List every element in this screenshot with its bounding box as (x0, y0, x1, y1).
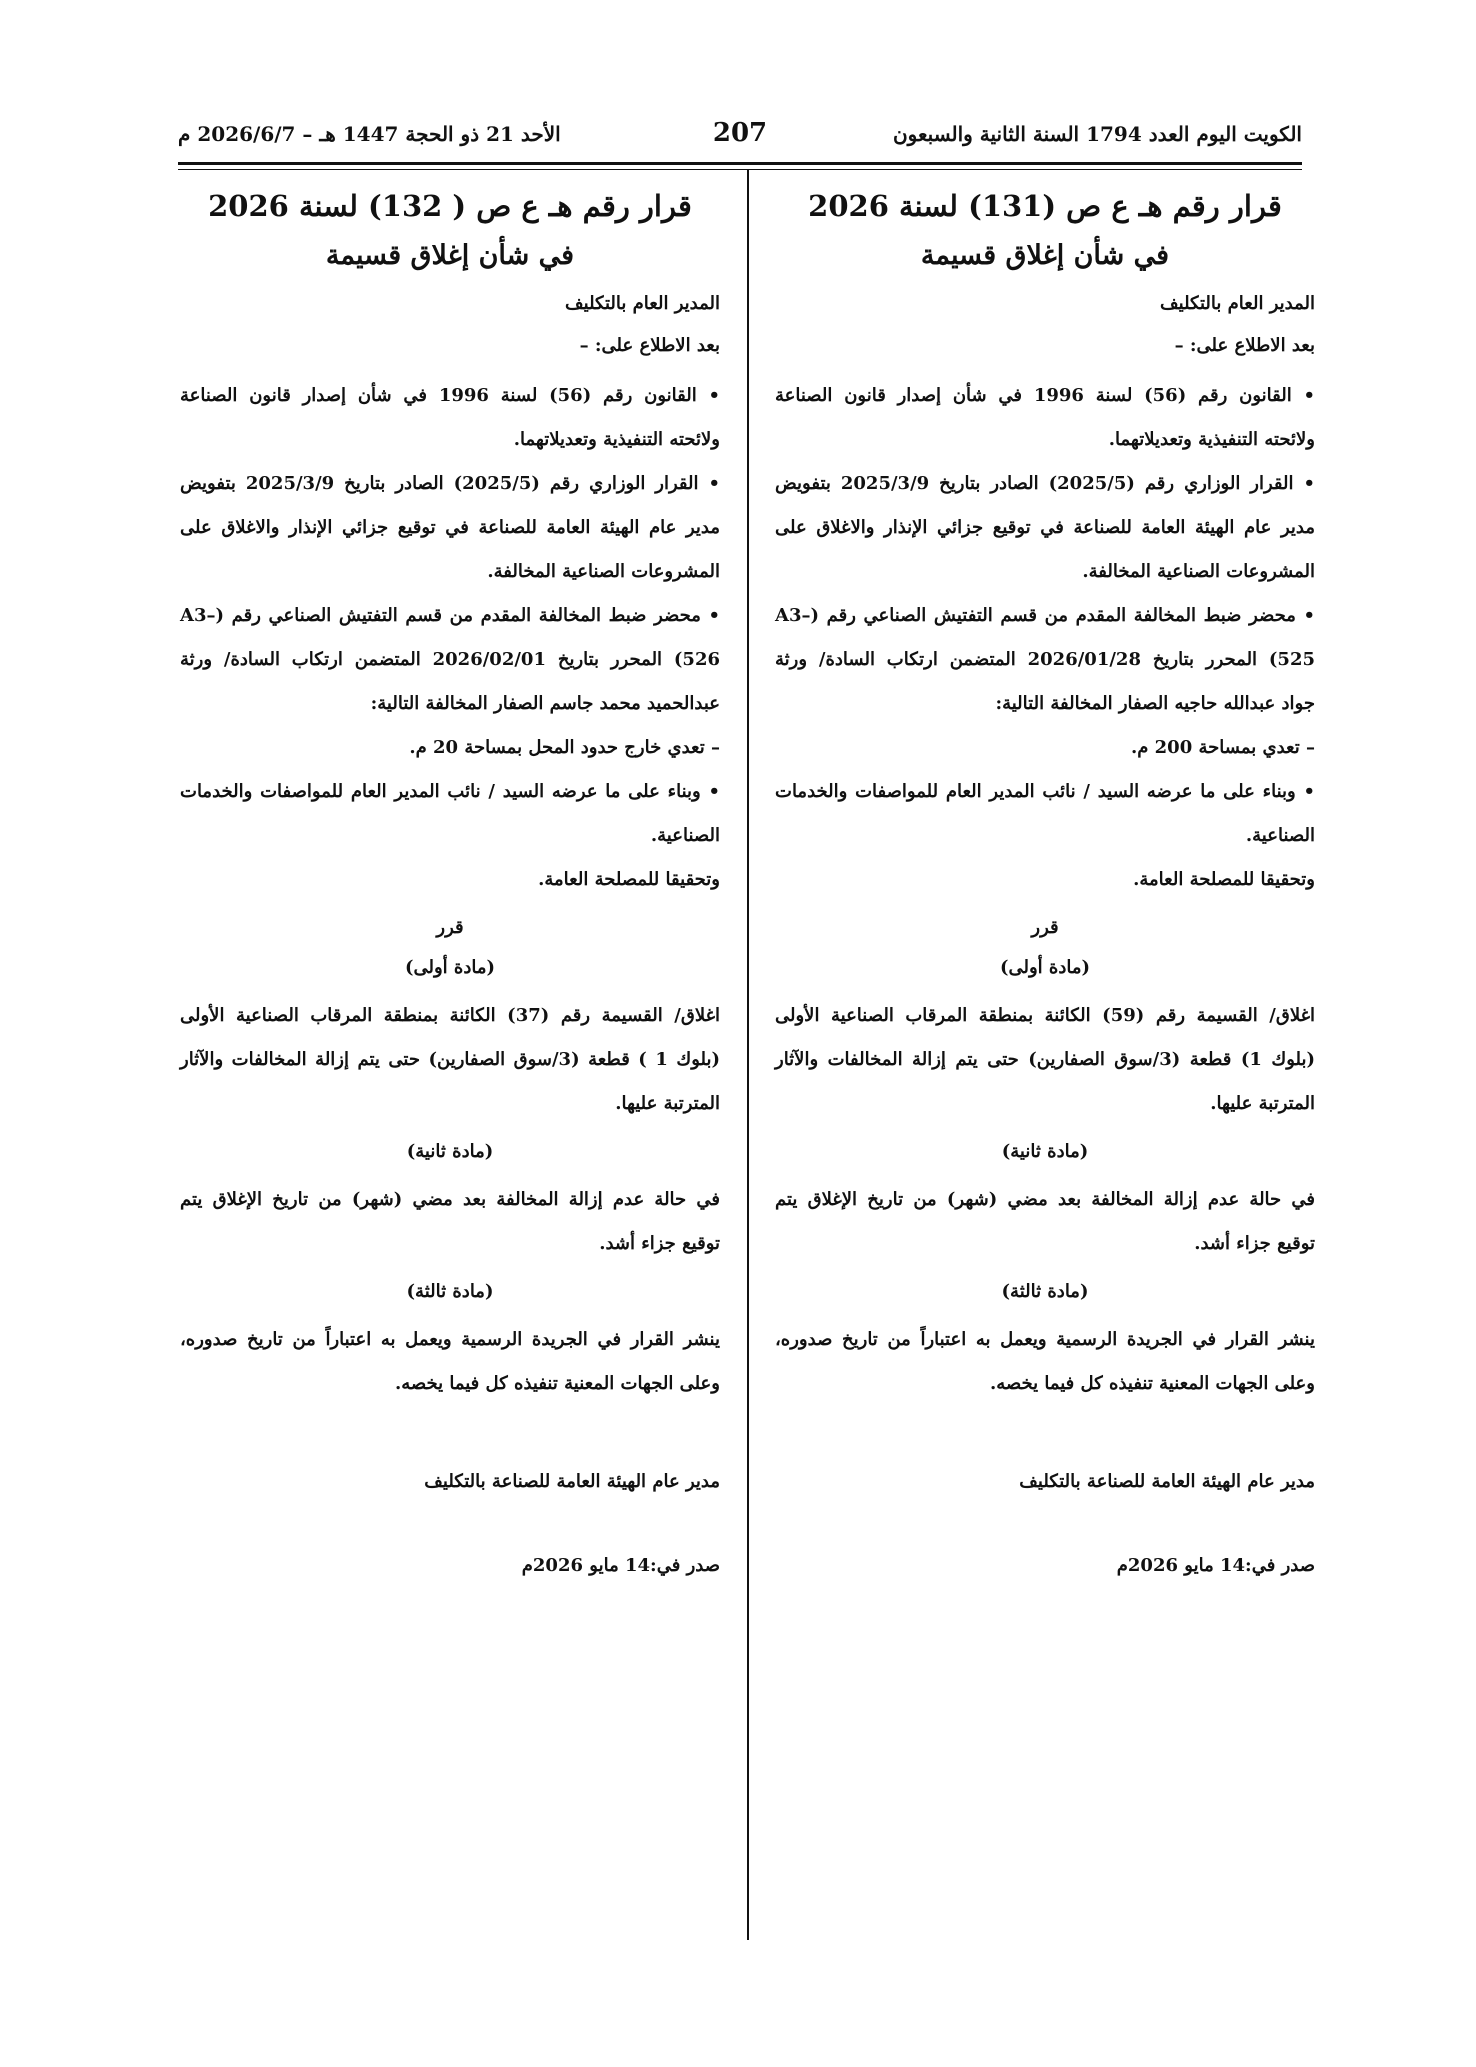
public-interest: وتحقيقا للمصلحة العامة. (1133, 869, 1315, 890)
column-divider (747, 170, 749, 1940)
decided-heading: قرر (1031, 917, 1059, 938)
violation-item: – تعدي بمساحة 200 م. (1130, 737, 1315, 758)
signature-line: مدير عام الهيئة العامة للصناعة بالتكليف (424, 1471, 720, 1492)
deputy-submission: • وبناء على ما عرضه السيد / نائب المدير العام للمواصفات والخدمات الصناعية. (775, 781, 1315, 846)
article-2-heading: (مادة ثانية) (1001, 1141, 1089, 1162)
law-reference: • القانون رقم (56) لسنة 1996 في شأن إصدار قانون الصناعة ولائحته التنفيذية وتعديلاتهما. (180, 385, 720, 450)
article-3-heading: (مادة ثالثة) (406, 1281, 494, 1302)
decision-131-column (775, 184, 1315, 1594)
decision-subtitle: في شأن إغلاق قسيمة (920, 240, 1170, 271)
law-reference: • القانون رقم (56) لسنة 1996 في شأن إصدار قانون الصناعة ولائحته التنفيذية وتعديلاتهما. (775, 385, 1315, 450)
ministerial-decision-reference: • القرار الوزاري رقم (2025/5) الصادر بتاريخ 2025/3/9 بتفويض مدير عام الهيئة العامة للصناعة في توقيع جزائي الإنذار والاغلاق على المشروعات الصناعية المخالفة. (180, 473, 720, 582)
violation-report-reference: • محضر ضبط المخالفة المقدم من قسم التفتيش الصناعي رقم (A3–525) المحرر بتاريخ 2026/01/28 المتضمن ارتكاب السادة/ ورثة جواد عبدالله حاجيه الصفار المخالفة التالية: (775, 605, 1315, 714)
header-rule-thick (178, 162, 1302, 165)
issue-date-line: صدر في:14 مايو 2026م (1116, 1555, 1315, 1576)
deputy-submission: • وبناء على ما عرضه السيد / نائب المدير العام للمواصفات والخدمات الصناعية. (180, 781, 720, 846)
header-rule-thin (178, 169, 1302, 170)
article-1-heading: (مادة أولى) (999, 957, 1091, 978)
public-interest: وتحقيقا للمصلحة العامة. (538, 869, 720, 890)
signature-line: مدير عام الهيئة العامة للصناعة بالتكليف (1019, 1471, 1315, 1492)
violation-item: – تعدي خارج حدود المحل بمساحة 20 م. (409, 737, 720, 758)
article-3-heading: (مادة ثالثة) (1001, 1281, 1089, 1302)
decision-title: قرار رقم هـ ع ص ( 132) لسنة 2026 (208, 189, 692, 223)
article-3-text: ينشر القرار في الجريدة الرسمية ويعمل به اعتباراً من تاريخ صدوره، وعلى الجهات المعنية تنفيذه كل فيما يخصه. (775, 1329, 1315, 1394)
article-1-heading: (مادة أولى) (404, 957, 496, 978)
director-line: المدير العام بالتكليف (1160, 293, 1315, 314)
page-number: 207 (712, 118, 768, 148)
intro-line: بعد الاطلاع على: – (579, 335, 720, 356)
article-3-text: ينشر القرار في الجريدة الرسمية ويعمل به اعتباراً من تاريخ صدوره، وعلى الجهات المعنية تنفيذه كل فيما يخصه. (180, 1329, 720, 1394)
page-header (178, 118, 1302, 158)
decision-132-column (180, 184, 720, 1594)
article-2-heading: (مادة ثانية) (406, 1141, 494, 1162)
article-1-text: اغلاق/ القسيمة رقم (59) الكائنة بمنطقة المرقاب الصناعية الأولى (بلوك 1) قطعة (3/سوق الصفارين) حتى يتم إزالة المخالفات والآثار المترتبة عليها. (775, 1005, 1315, 1114)
decision-subtitle: في شأن إغلاق قسيمة (325, 240, 575, 271)
article-2-text: في حالة عدم إزالة المخالفة بعد مضي (شهر) من تاريخ الإغلاق يتم توقيع جزاء أشد. (775, 1189, 1315, 1254)
article-2-text: في حالة عدم إزالة المخالفة بعد مضي (شهر) من تاريخ الإغلاق يتم توقيع جزاء أشد. (180, 1189, 720, 1254)
director-line: المدير العام بالتكليف (565, 293, 720, 314)
ministerial-decision-reference: • القرار الوزاري رقم (2025/5) الصادر بتاريخ 2025/3/9 بتفويض مدير عام الهيئة العامة للصناعة في توقيع جزائي الإنذار والاغلاق على المشروعات الصناعية المخالفة. (775, 473, 1315, 582)
intro-line: بعد الاطلاع على: – (1174, 335, 1315, 356)
gazette-issue-info: الكويت اليوم العدد 1794 السنة الثانية والسبعون (892, 122, 1302, 146)
violation-report-reference: • محضر ضبط المخالفة المقدم من قسم التفتيش الصناعي رقم (A3–526) المحرر بتاريخ 2026/02/01 المتضمن ارتكاب السادة/ ورثة عبدالحميد محمد جاسم الصفار المخالفة التالية: (180, 605, 720, 714)
issue-date-line: صدر في:14 مايو 2026م (521, 1555, 720, 1576)
decided-heading: قرر (436, 917, 464, 938)
article-1-text: اغلاق/ القسيمة رقم (37) الكائنة بمنطقة المرقاب الصناعية الأولى (بلوك 1 ) قطعة (3/سوق الصفارين) حتى يتم إزالة المخالفات والآثار المترتبة عليها. (180, 1005, 721, 1114)
decision-title: قرار رقم هـ ع ص (131) لسنة 2026 (808, 189, 1282, 223)
issue-date: الأحد 21 ذو الحجة 1447 هـ – 2026/6/7 م (178, 122, 561, 146)
